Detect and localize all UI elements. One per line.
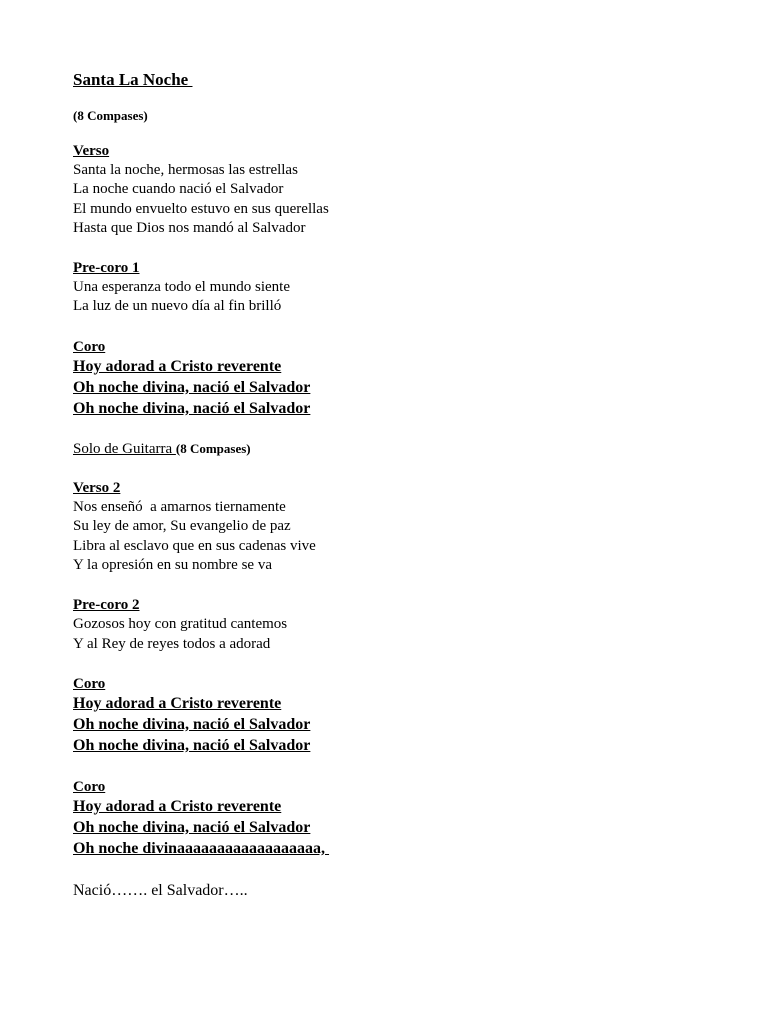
section-heading-coro: Coro [73, 339, 106, 355]
lyric-line: La luz de un nuevo día al fin brilló [73, 298, 282, 314]
lyric-line: El mundo envuelto estuvo en sus querellas [73, 201, 329, 217]
lyric-line: Nos enseñó a amarnos tiernamente [73, 499, 286, 515]
section-heading-coro: Coro [73, 676, 106, 692]
lyric-line: Y al Rey de reyes todos a adorad [73, 636, 271, 652]
section-heading-precoro-2: Pre-coro 2 [73, 597, 140, 613]
section-heading-coro: Coro [73, 779, 106, 795]
chorus-line: Oh noche divina, nació el Salvador [73, 737, 311, 754]
song-title: Santa La Noche [73, 70, 193, 89]
closing-line: Nació……. el Salvador….. [73, 882, 248, 899]
lyric-line: Santa la noche, hermosas las estrellas [73, 162, 298, 178]
solo-line [73, 440, 251, 458]
chorus-line: Oh noche divina, nació el Salvador [73, 716, 311, 733]
lyric-line: Y la opresión en su nombre se va [73, 557, 272, 573]
solo-label: Solo de Guitarra [73, 441, 176, 457]
chorus-line: Hoy adorad a Cristo reverente [73, 358, 282, 375]
lyric-line: La noche cuando nació el Salvador [73, 181, 284, 197]
chorus-line: Hoy adorad a Cristo reverente [73, 695, 282, 712]
section-heading-precoro-1: Pre-coro 1 [73, 260, 140, 276]
chorus-line: Oh noche divina, nació el Salvador [73, 400, 311, 417]
lyric-line: Libra al esclavo que en sus cadenas vive [73, 538, 316, 554]
chorus-line: Hoy adorad a Cristo reverente [73, 798, 282, 815]
chorus-line: Oh noche divina, nació el Salvador [73, 379, 311, 396]
lyric-line: Su ley de amor, Su evangelio de paz [73, 518, 291, 534]
section-heading-verso-2: Verso 2 [73, 480, 121, 496]
lyric-line: Gozosos hoy con gratitud cantemos [73, 616, 288, 632]
lyric-line: Una esperanza todo el mundo siente [73, 279, 291, 295]
measures-note: (8 Compases) [73, 108, 148, 123]
chorus-line: Oh noche divinaaaaaaaaaaaaaaaaaa, [73, 840, 330, 857]
solo-measures-note: (8 Compases) [175, 441, 251, 456]
chorus-line: Oh noche divina, nació el Salvador [73, 819, 311, 836]
section-heading-verso: Verso [73, 143, 110, 159]
lyric-line: Hasta que Dios nos mandó al Salvador [73, 220, 306, 236]
